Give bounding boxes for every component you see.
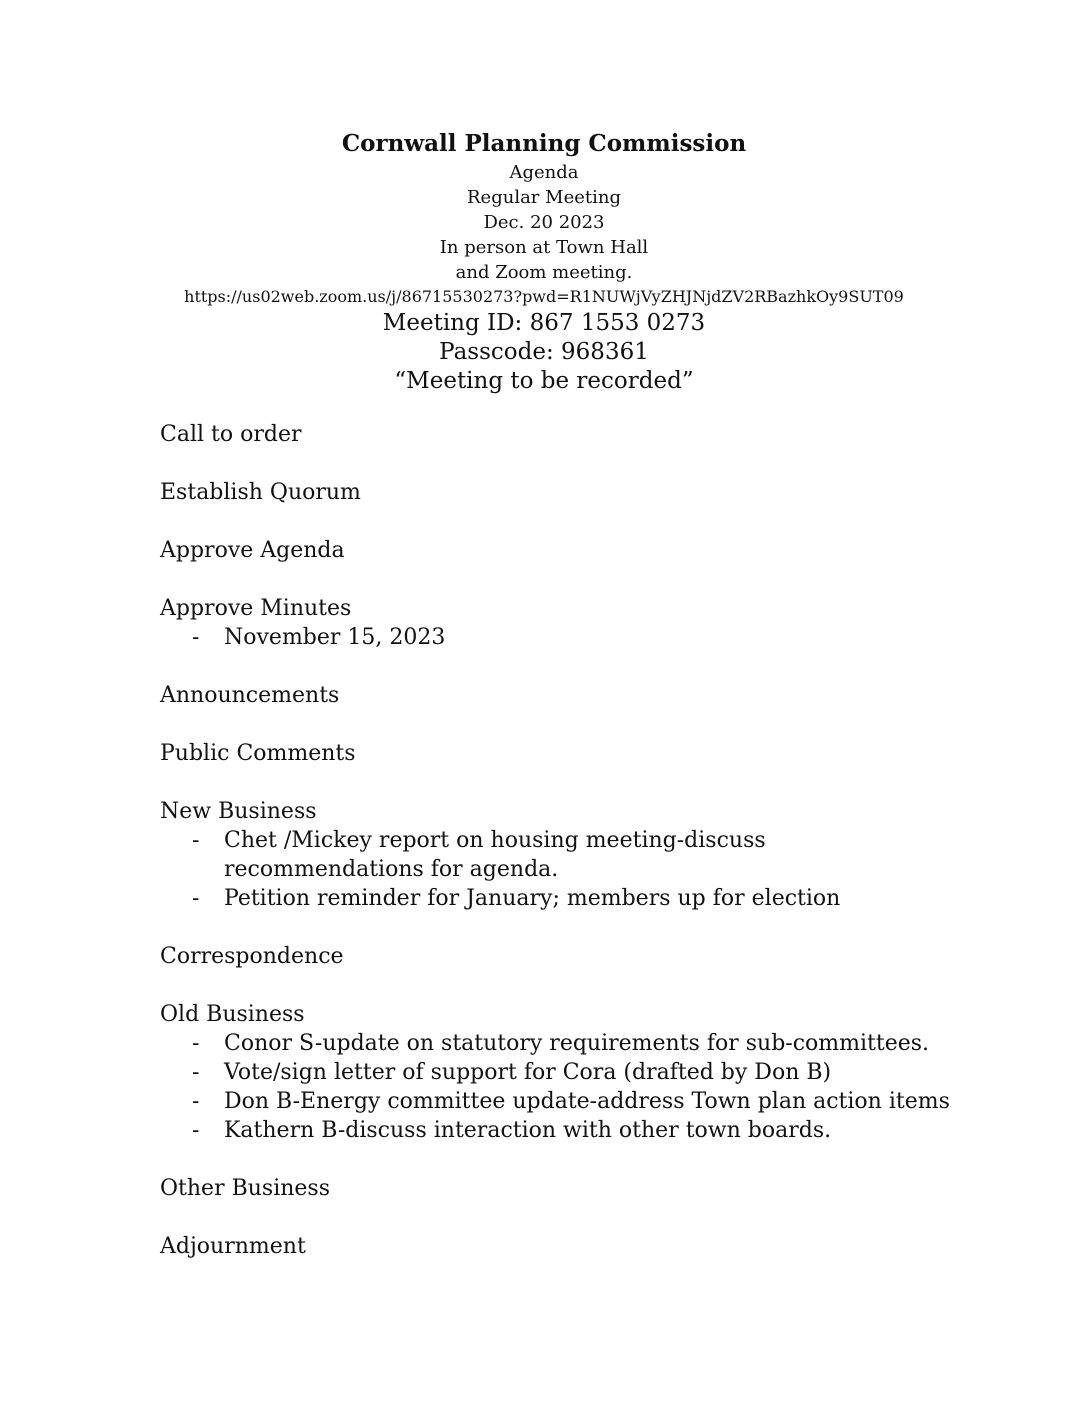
agenda-subitem (160, 1058, 980, 1087)
bullet-dash: - (192, 625, 200, 650)
meeting-location-line1: In person at Town Hall (439, 237, 649, 258)
agenda-item-old-business: Old Business (160, 1002, 305, 1027)
agenda-item-call-to-order: Call to order (160, 422, 302, 447)
agenda-item-approve-agenda: Approve Agenda (160, 538, 345, 563)
subitem-text: Vote/sign letter of support for Cora (drafted by Don B) (224, 1060, 832, 1085)
subitem-text: Kathern B-discuss interaction with other town boards. (224, 1118, 832, 1143)
bullet-dash: - (192, 886, 200, 911)
agenda-item-adjournment: Adjournment (160, 1234, 306, 1259)
agenda-item-public-comments: Public Comments (160, 741, 356, 766)
agenda-subitem (160, 1116, 980, 1145)
meeting-passcode: Passcode: 968361 (439, 339, 649, 365)
document-title: Cornwall Planning Commission (341, 130, 747, 157)
agenda-list (160, 420, 980, 1261)
zoom-link[interactable]: https://us02web.zoom.us/j/86715530273?pwd=R1NUWjVyZHJNjdZV2RBazhkOy9SUT09 (184, 287, 904, 306)
subitem-text: Conor S-update on statutory requirements for sub-committees. (224, 1031, 930, 1056)
agenda-item-announcements: Announcements (160, 683, 340, 708)
agenda-subitem (160, 623, 980, 652)
agenda-item-correspondence: Correspondence (160, 944, 344, 969)
agenda-item-other-business: Other Business (160, 1176, 331, 1201)
bullet-dash: - (192, 828, 200, 853)
agenda-subitem (160, 884, 980, 913)
bullet-dash: - (192, 1060, 200, 1085)
subitem-text: Petition reminder for January; members up for election (224, 886, 841, 911)
bullet-dash: - (192, 1118, 200, 1143)
subitem-text: November 15, 2023 (224, 625, 446, 650)
meeting-date: Dec. 20 2023 (483, 212, 605, 233)
subitem-text: recommendations for agenda. (224, 857, 559, 882)
agenda-subitem-continuation (160, 855, 980, 884)
recording-notice: “Meeting to be recorded” (394, 368, 694, 394)
agenda-subitem (160, 1029, 980, 1058)
agenda-item-establish-quorum: Establish Quorum (160, 480, 361, 505)
meeting-type: Regular Meeting (467, 187, 621, 208)
bullet-dash: - (192, 1089, 200, 1114)
subitem-text: Don B-Energy committee update-address Town plan action items (224, 1089, 950, 1114)
agenda-subitem (160, 1087, 980, 1116)
document-header (0, 128, 1088, 396)
subitem-text: Chet /Mickey report on housing meeting-discuss (224, 828, 766, 853)
meeting-location-line2: and Zoom meeting. (455, 262, 633, 283)
bullet-dash: - (192, 1031, 200, 1056)
agenda-item-approve-minutes: Approve Minutes (160, 596, 352, 621)
meeting-id: Meeting ID: 867 1553 0273 (382, 310, 706, 336)
agenda-subitem (160, 826, 980, 855)
agenda-item-new-business: New Business (160, 799, 317, 824)
document-subtitle: Agenda (509, 162, 579, 183)
